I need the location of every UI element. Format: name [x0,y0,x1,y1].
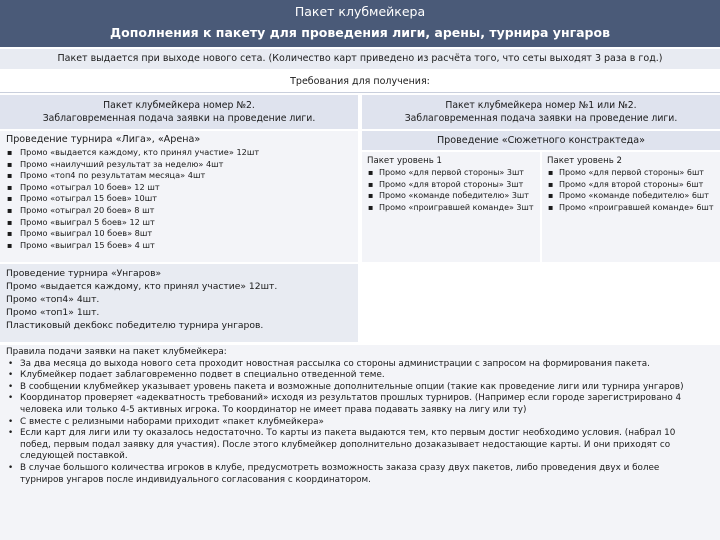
league-title: Проведение турнира «Лига», «Арена» [6,134,201,145]
story-level1-list [367,167,536,213]
list-item: • За два месяца до выхода нового сета проходит новостная рассылка со стороны администрации с запросом на формирования пакета. [6,359,704,371]
list-item: ▪ Промо «выиграл 5 боев» 12 шт [6,217,352,229]
list-item: ▪ Промо «топ4 по результатам месяца» 4шт [6,170,352,182]
list-item: • Если карт для лиги или ту оказалось недостаточно. То карты из пакета выдаются тем, кто первым достиг необходимо условия. (набрал 10 побед, первым подал заявку для участия). После этого клубмейкер дополнительно дозаказывает недостающие карты. И они приходят со следующей поставкой. [6,428,704,463]
list-item: ▪ Промо «для первой стороны» 3шт [367,167,536,179]
list-item: • Клубмейкер подает заблаговременно подвет в специально отведенной теме. [6,370,704,382]
list-item: ▪ Промо «команде победителю» 6шт [547,190,718,202]
page-subtitle: Дополнения к пакету для проведения лиги, арены, турнира унгаров [109,25,610,40]
story-level2-list [547,167,718,213]
right-pack-header [362,95,720,129]
list-item: • В сообщении клубмейкер указывает уровень пакета и возможные дополнительные опции (такие как проведение лиги или турнира унгаров) [6,382,704,394]
right-pack-line1: Пакет клубмейкера номер №1 или №2. [445,100,637,111]
story-level2 [542,152,720,262]
list-item: ▪ Промо «отыграл 10 боев» 12 шт [6,182,352,194]
ungar-title: Проведение турнира «Унгаров» [6,268,162,279]
page-title: Пакет клубмейкера [294,4,426,19]
list-item: ▪ Промо «выдается каждому, кто принял участие» 12шт [6,147,352,159]
league-list [6,147,352,251]
ungar-line: Промо «топ4» 4шт. [6,294,100,305]
ungar-line: Промо «выдается каждому, кто принял участие» 12шт. [6,281,278,292]
title-banner [0,0,720,47]
list-item: • С вместе с релизными наборами приходит «пакет клубмейкера» [6,417,704,429]
list-item: ▪ Промо «проигравшей команде» 3шт [367,202,536,214]
ungar-line: Пластиковый декбокс победителю турнира унгаров. [6,320,264,331]
issue-notice: Пакет выдается при выходе нового сета. (Количество карт приведено из расчёта того, что сеты выходят 3 раза в год.) [0,49,720,69]
league-section [0,131,358,262]
list-item: • Координатор проверяет «адекватность требований» исходя из результатов прошлых турниров. (Например если городе зарегистрировано 4 человека или только 4-5 активных игрока. То координатор не имеет права подавать заявку на лигу или ту) [6,393,704,416]
left-pack-line1: Пакет клубмейкера номер №2. [103,100,255,111]
ungar-line: Промо «топ1» 1шт. [6,307,100,318]
list-item: ▪ Промо «отыграл 20 боев» 8 шт [6,205,352,217]
story-level1-title: Пакет уровень 1 [367,156,442,166]
ungar-section [0,264,358,342]
left-pack-header [0,95,358,129]
rules-section [0,345,720,540]
list-item: ▪ Промо «проигравшей команде» 6шт [547,202,718,214]
story-level1 [362,152,540,262]
left-pack-line2: Заблаговременная подача заявки на проведение лиги. [42,113,316,124]
rules-title: Правила подачи заявки на пакет клубмейкера: [6,347,227,357]
list-item: ▪ Промо «для второй стороны» 6шт [547,179,718,191]
list-item: ▪ Промо «для второй стороны» 3шт [367,179,536,191]
list-item: ▪ Промо «выиграл 15 боев» 4 шт [6,240,352,252]
list-item: ▪ Промо «наилучший результат за неделю» 4шт [6,159,352,171]
list-item: ▪ Промо «команде победителю» 3шт [367,190,536,202]
list-item: ▪ Промо «выиграл 10 боев» 8шт [6,228,352,240]
requirements-title: Требования для получения: [0,72,720,93]
right-pack-line2: Заблаговременная подача заявки на проведение лиги. [404,113,678,124]
list-item: ▪ Промо «отыграл 15 боев» 10шт [6,193,352,205]
story-level2-title: Пакет уровень 2 [547,156,622,166]
story-title: Проведение «Сюжетного констрактеда» [362,131,720,150]
list-item: ▪ Промо «для первой стороны» 6шт [547,167,718,179]
story-section [362,131,720,262]
list-item: • В случае большого количества игроков в клубе, предусмотреть возможность заказа сразу двух пакетов, либо проведения двух и более турниров унгаров после индивидуального согласования с координатором. [6,463,704,486]
ungar-empty-cell [362,264,720,342]
rules-list [6,359,704,487]
